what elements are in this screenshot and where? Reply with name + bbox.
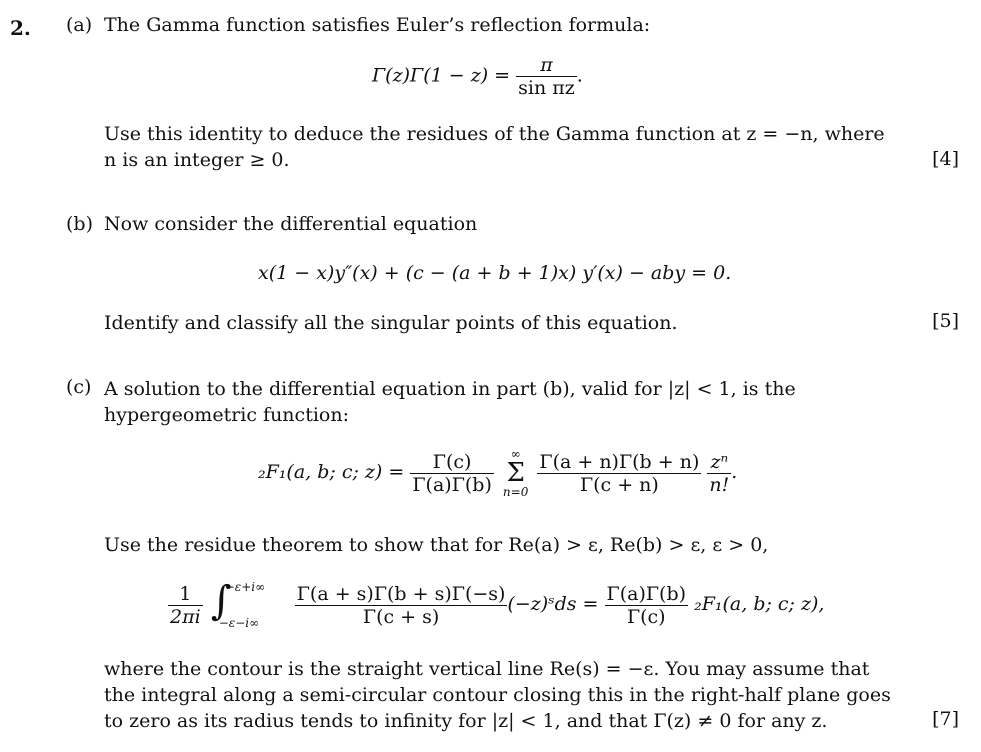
reflection-numerator: π (516, 54, 577, 77)
part-b-marks: [5] (932, 310, 959, 332)
part-b-text: Identify and classify all the singular points of this equation. (104, 312, 678, 334)
hyp-frac3-num: zⁿ (707, 451, 731, 474)
integrand-num: Γ(a + s)Γ(b + s)Γ(−s) (296, 582, 506, 605)
integrand-den: Γ(c + s) (362, 605, 440, 628)
part-a-label: (a) (66, 14, 93, 36)
int-prefactor-den: 2πi (170, 605, 201, 628)
part-c-text: where the contour is the straight vertical line Re(s) = −ε. You may assume that the integral along a semi-circular contour closing this in the right-half plane goes to zero as its radius tends to infinity for |z| < 1, and that Γ(z) ≠ 0 for any z. (104, 658, 891, 732)
summation (503, 448, 528, 498)
integrand-mid: (−z)ˢds = (507, 593, 599, 615)
hyp-frac2-den: Γ(c + n) (579, 473, 659, 496)
hypergeometric-equation (258, 448, 737, 498)
reflection-fraction (516, 54, 577, 99)
question-number: 2. (10, 16, 31, 40)
reflection-denominator: sin πz (518, 77, 575, 99)
hyp-end: . (731, 461, 738, 483)
sum-lower: n=0 (502, 485, 529, 499)
hyp-fraction-2 (537, 451, 701, 496)
int-upper-limit: −ε+i∞ (224, 580, 266, 594)
part-c-label: (c) (66, 376, 92, 398)
part-a-marks: [4] (932, 148, 959, 170)
hyp-frac3-den: n! (709, 473, 730, 496)
part-b-intro: Now consider the differential equation (104, 213, 478, 235)
hyp-fraction-1 (410, 451, 494, 496)
part-c-intro: A solution to the differential equation in part (b), valid for |z| < 1, is the hypergeometric function: (104, 378, 796, 426)
hyp-frac2-num: Γ(a + n)Γ(b + n) (539, 450, 700, 473)
rhs-num: Γ(a)Γ(b) (606, 582, 687, 605)
int-lower-limit: −ε−i∞ (218, 616, 260, 630)
int-prefactor-num: 1 (168, 583, 203, 606)
part-b-equation: x(1 − x)y″(x) + (c − (a + b + 1)x) y′(x) − aby = 0. (258, 262, 732, 284)
part-a-equation (372, 54, 583, 99)
rhs-den: Γ(c) (626, 605, 666, 628)
integral-equation (168, 580, 824, 630)
rhs-end: ₂F₁(a, b; c; z), (694, 593, 825, 615)
part-c-show-text: Use the residue theorem to show that for Re(a) > ε, Re(b) > ε, ε > 0, (104, 534, 769, 556)
hyp-frac1-num: Γ(c) (410, 451, 494, 474)
hyp-frac1-den: Γ(a)Γ(b) (412, 473, 492, 496)
hyp-lhs: ₂F₁(a, b; c; z) = (258, 461, 405, 483)
reflection-end: . (576, 64, 583, 87)
part-a-text: Use this identity to deduce the residues of the Gamma function at z = −n, where n is an integer ≥ 0. (104, 123, 885, 171)
hyp-fraction-3 (707, 451, 731, 496)
integral-sign: ∫ −ε+i∞ −ε−i∞ (210, 578, 266, 630)
rhs-fraction (605, 583, 689, 628)
sum-upper: ∞ (510, 447, 521, 461)
integrand-fraction (295, 583, 508, 628)
part-b-label: (b) (66, 213, 93, 235)
sigma-symbol: Σ (506, 458, 525, 488)
int-prefactor (168, 583, 203, 628)
reflection-lhs: Γ(z)Γ(1 − z) = (372, 64, 511, 87)
part-a-intro: The Gamma function satisfies Euler’s reflection formula: (104, 14, 651, 36)
part-c-marks: [7] (932, 708, 959, 730)
